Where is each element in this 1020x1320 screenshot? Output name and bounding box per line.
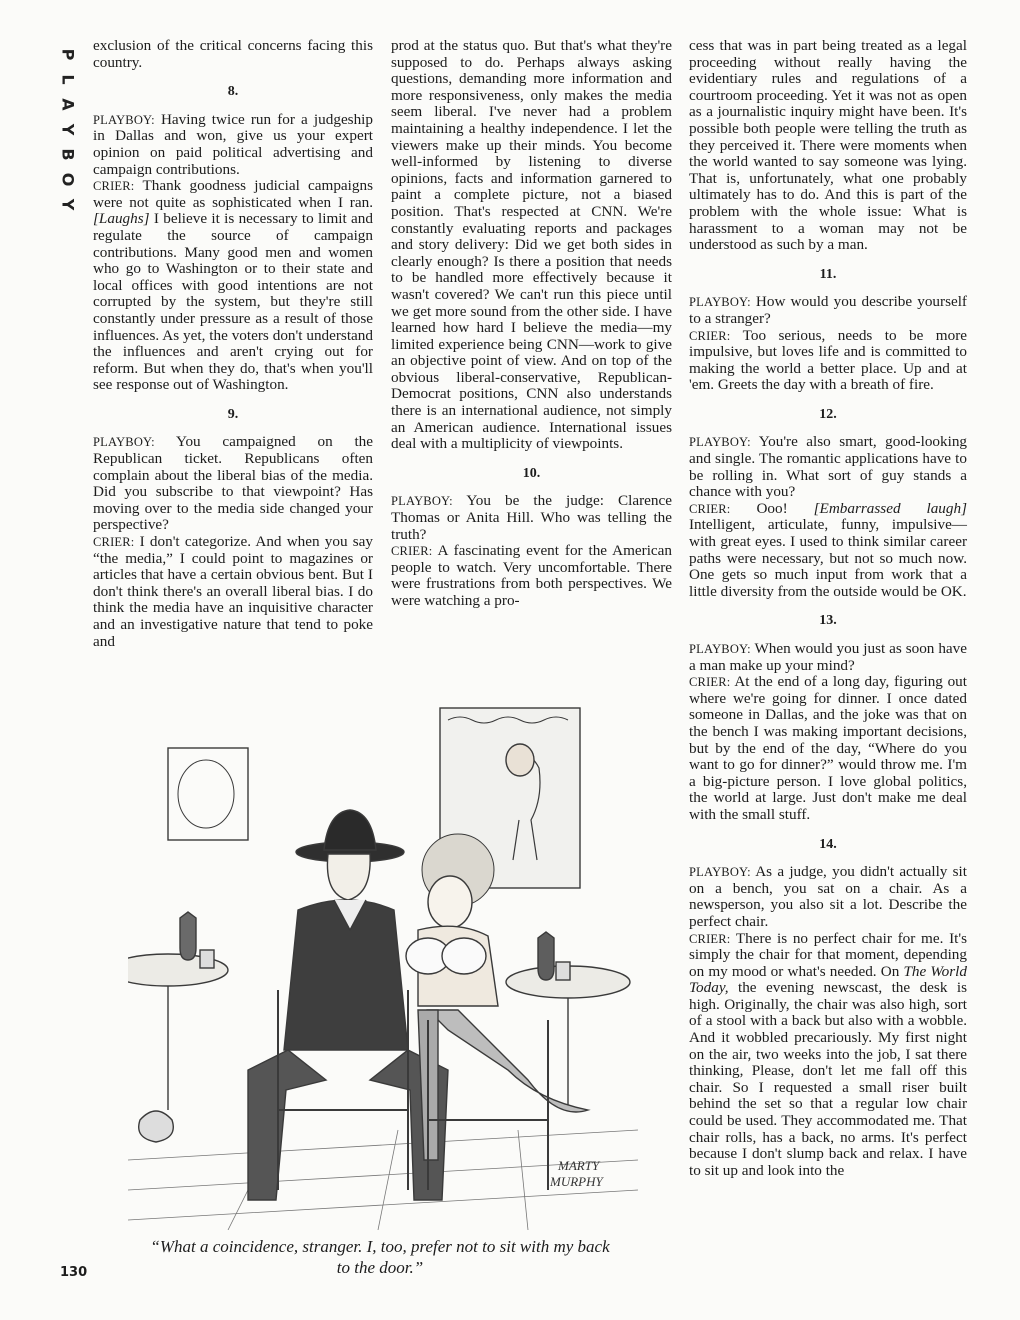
bottle-left bbox=[180, 912, 196, 960]
answer: CRIER: Too serious, needs to be more impulsive, but loves life and is committed to making the world a better place. Up and at 'em. Greets the day with a breath of fire. bbox=[689, 326, 967, 394]
speaker-label: CRIER: bbox=[93, 179, 135, 194]
playboy-vertical-logo: P L A Y B O Y bbox=[58, 48, 78, 211]
text-column-2 bbox=[391, 38, 672, 610]
question-number: 8. bbox=[227, 84, 239, 100]
speaker-label: PLAYBOY: bbox=[689, 642, 751, 656]
cartoon-illustration bbox=[128, 690, 638, 1230]
answer: CRIER: Thank goodness judicial campaigns were not quite as sophisticated when I ran. [Laughs] I believe it is necessary to limit and regulate the source of campaign contributions. Many good men and women who go to Washington or to their state and local offices with good intentions are not corrupted by the system, but they're still constantly under pressure as a result of those influences. As yet, the voters don't understand the influences and aren't crying out for reform. But when they do, that's when you'll see response out of Washington. bbox=[93, 177, 373, 394]
speaker-label: PLAYBOY: bbox=[93, 112, 155, 127]
question-number: 13. bbox=[819, 613, 837, 629]
glass-right bbox=[556, 962, 570, 980]
speaker-label: CRIER: bbox=[689, 328, 731, 343]
speaker-label: PLAYBOY: bbox=[689, 295, 751, 310]
spittoon bbox=[139, 1111, 174, 1142]
text-column-3 bbox=[689, 38, 967, 1179]
question-number: 10. bbox=[522, 465, 541, 481]
speaker-label: CRIER: bbox=[689, 931, 731, 946]
speaker-label: CRIER: bbox=[689, 501, 731, 516]
speaker-label: PLAYBOY: bbox=[689, 865, 751, 880]
question-number: 11. bbox=[819, 266, 837, 282]
question: PLAYBOY: When would you just as soon have a man make up your mind? bbox=[689, 640, 967, 674]
question: PLAYBOY: Having twice run for a judgeship in Dallas and won, give us your expert opinion on paid political advertising and campaign contributions. bbox=[93, 110, 373, 178]
question-number: 9. bbox=[227, 406, 239, 422]
question: PLAYBOY: As a judge, you didn't actually sit on a bench, you sat on a chair. As a newsperson, you also sit a lot. Describe the perfect chair. bbox=[689, 863, 967, 930]
question-number: 12. bbox=[819, 406, 837, 422]
question-number: 14. bbox=[819, 836, 837, 852]
question: PLAYBOY: You be the judge: Clarence Thomas or Anita Hill. Who was telling the truth? bbox=[391, 492, 672, 543]
speaker-label: PLAYBOY: bbox=[93, 435, 155, 450]
text-column-1 bbox=[93, 38, 373, 650]
answer: CRIER: I don't categorize. And when you say “the media,” I could point to magazines or articles that have a certain obvious bent. But I don't think there's an overall liberal bias. I do think the media have an inquisitive character and an investigative nature that tend to poke and bbox=[93, 533, 373, 650]
cartoon-caption: “What a coincidence, stranger. I, too, prefer not to sit with my back to the door.” bbox=[150, 1237, 610, 1277]
paragraph: exclusion of the critical concerns facing this country. bbox=[93, 37, 373, 71]
artist-signature: MARTY bbox=[558, 1158, 600, 1173]
question: PLAYBOY: You're also smart, good-looking and single. The romantic applications have to be rolling in. What sort of guy stands a chance with you? bbox=[689, 433, 968, 501]
glass-left bbox=[200, 950, 214, 968]
speaker-label: PLAYBOY: bbox=[689, 435, 751, 450]
answer: CRIER: At the end of a long day, figuring out where we're going for dinner. I once dated someone in Dallas, and the joke was that on the bench I was making important decisions, but by the end of the day, “Where do you want to go for dinner?” would throw me. I'm a big-picture person. I love global politics, the world at large. Just don't make me deal with the small stuff. bbox=[689, 673, 967, 823]
svg-text:MURPHY: MURPHY bbox=[550, 1174, 603, 1189]
speaker-label: CRIER: bbox=[391, 544, 433, 559]
page-number: 130 bbox=[60, 1265, 88, 1280]
wall-painting-left bbox=[168, 748, 248, 840]
question: PLAYBOY: You campaigned on the Republican ticket. Republicans often complain about the liberal bias of the media. Did you subscribe to that viewpoint? Has moving over to the media side changed your perspective? bbox=[93, 433, 373, 534]
answer: CRIER: Ooo! [Embarrassed laugh] Intelligent, articulate, funny, impulsive—with great eyes. I used to think similar career paths were necessary, but not so much now. One gets so much input from work that a little diversity from the outside would be OK. bbox=[689, 499, 968, 600]
speaker-label: PLAYBOY: bbox=[391, 494, 453, 509]
answer: CRIER: There is no perfect chair for me. It's simply the chair for that moment, depending on my mood or what's needed. On The World Today, the evening newscast, the desk is high. Originally, the chair was also high, sort of a stool with a back but also with a wobble. And it wobbled precariously. My first night on the air, two weeks into the job, I sat there thinking, Please, don't let me fall off this chair. So I requested a small riser built behind the set so that a regular low chair could be used. They accommodated me. That chair rolls, has a back, no arms. It's perfect because I don't slump back and relax. I have to sit up and look into the bbox=[689, 929, 967, 1179]
paragraph: prod at the status quo. But that's what they're supposed to do. Perhaps always asking questions, demanding more information and more responsiveness, only makes the media seem liberal. I've never had a problem maintaining a healthy independence. I let the viewers make up their minds. You become well-informed by listening to diverse opinions, facts and information garnered to paint a complete picture, not a biased position. That's respected at CNN. We're constantly evaluating reports and packages and story delivery: Did we get both sides in clearly enough? Is there a position that needs to be handled more effectively because it wasn't covered? We can't run this piece until we get more sound from the other side. I have learned how hard I believe the media—my limited experience being CNN—work to give an objective point of view. And on top of the obvious liberal-conservative, Republican-Democrat positions, CNN also understands there is an international audience, not simply an American audience. International issues deal with a multiplicity of viewpoints. bbox=[391, 37, 672, 453]
answer: CRIER: A fascinating event for the American people to watch. Very uncomfortable. There were frustrations from both perspectives. We were watching a pro- bbox=[391, 542, 672, 609]
speaker-label: CRIER: bbox=[689, 675, 731, 690]
question: PLAYBOY: How would you describe yourself to a stranger? bbox=[689, 293, 967, 327]
bottle-right bbox=[538, 932, 554, 980]
speaker-label: CRIER: bbox=[93, 535, 135, 550]
paragraph: cess that was in part being treated as a legal proceeding without really having the evidentiary rules and regulations of a courtroom proceeding. Yet it was not as open as a journalistic inquiry might have been. It's possible both people were telling the truth as they perceived it. There were moments when the world wanted to say someone was lying. That is, unfortunately, what one probably ultimately has to do. And this is part of the problem with the whole issue: What is harassment to a woman may not be understood as such by a man. bbox=[689, 37, 967, 254]
